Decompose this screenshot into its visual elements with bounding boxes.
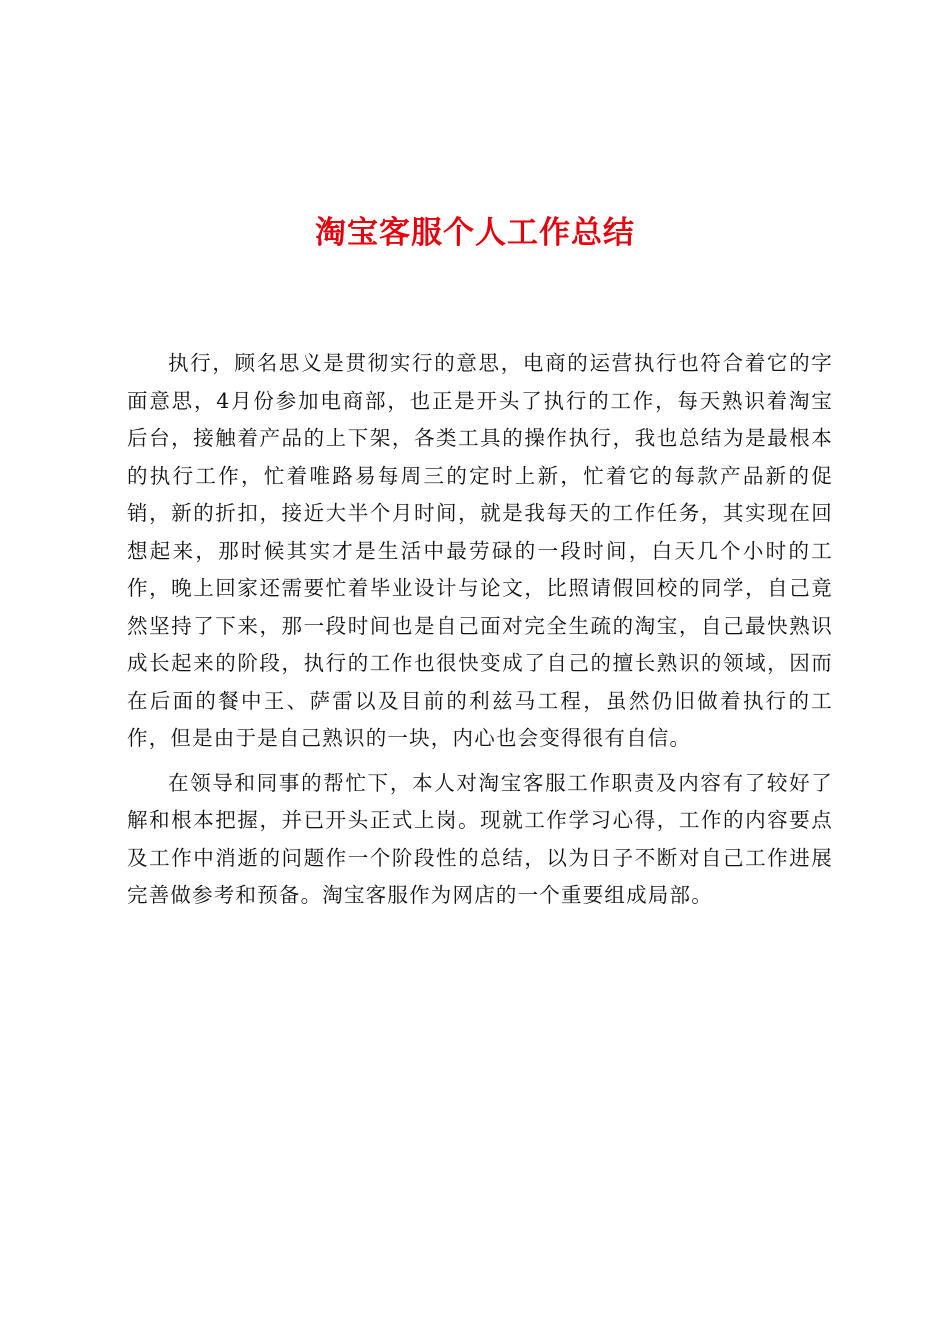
document-body — [127, 345, 833, 915]
paragraph-2: 在领导和同事的帮忙下，本人对淘宝客服工作职责及内容有了较好了解和根本把握，并已开头正式上岗。现就工作学习心得，工作的内容要点及工作中消逝的问题作一个阶段性的总结，以为日子不断对自己工作进展完善做参考和预备。淘宝客服作为网店的一个重要组成局部。 — [127, 770, 833, 907]
document-title: 淘宝客服个人工作总结 — [315, 215, 635, 251]
paragraph-1: 执行，顾名思义是贯彻实行的意思，电商的运营执行也符合着它的字面意思，4月份参加电商部，也正是开头了执行的工作，每天熟识着淘宝后台，接触着产品的上下架，各类工具的操作执行，我也总结为是最根本的执行工作，忙着唯路易每周三的定时上新，忙着它的每款产品新的促销，新的折扣，接近大半个月时间，就是我每天的工作任务，其实现在回想起来，那时候其实才是生活中最劳碌的一段时间，白天几个小时的工作，晚上回家还需要忙着毕业设计与论文，比照请假回校的同学，自己竟然坚持了下来，那一段时间也是自己面对完全生疏的淘宝，自己最快熟识成长起来的阶段，执行的工作也很快变成了自己的擅长熟识的领域，因而在后面的餐中王、萨雷以及目前的利兹马工程，虽然仍旧做着执行的工作，但是由于是自己熟识的一块，内心也会变得很有自信。 — [127, 351, 833, 750]
